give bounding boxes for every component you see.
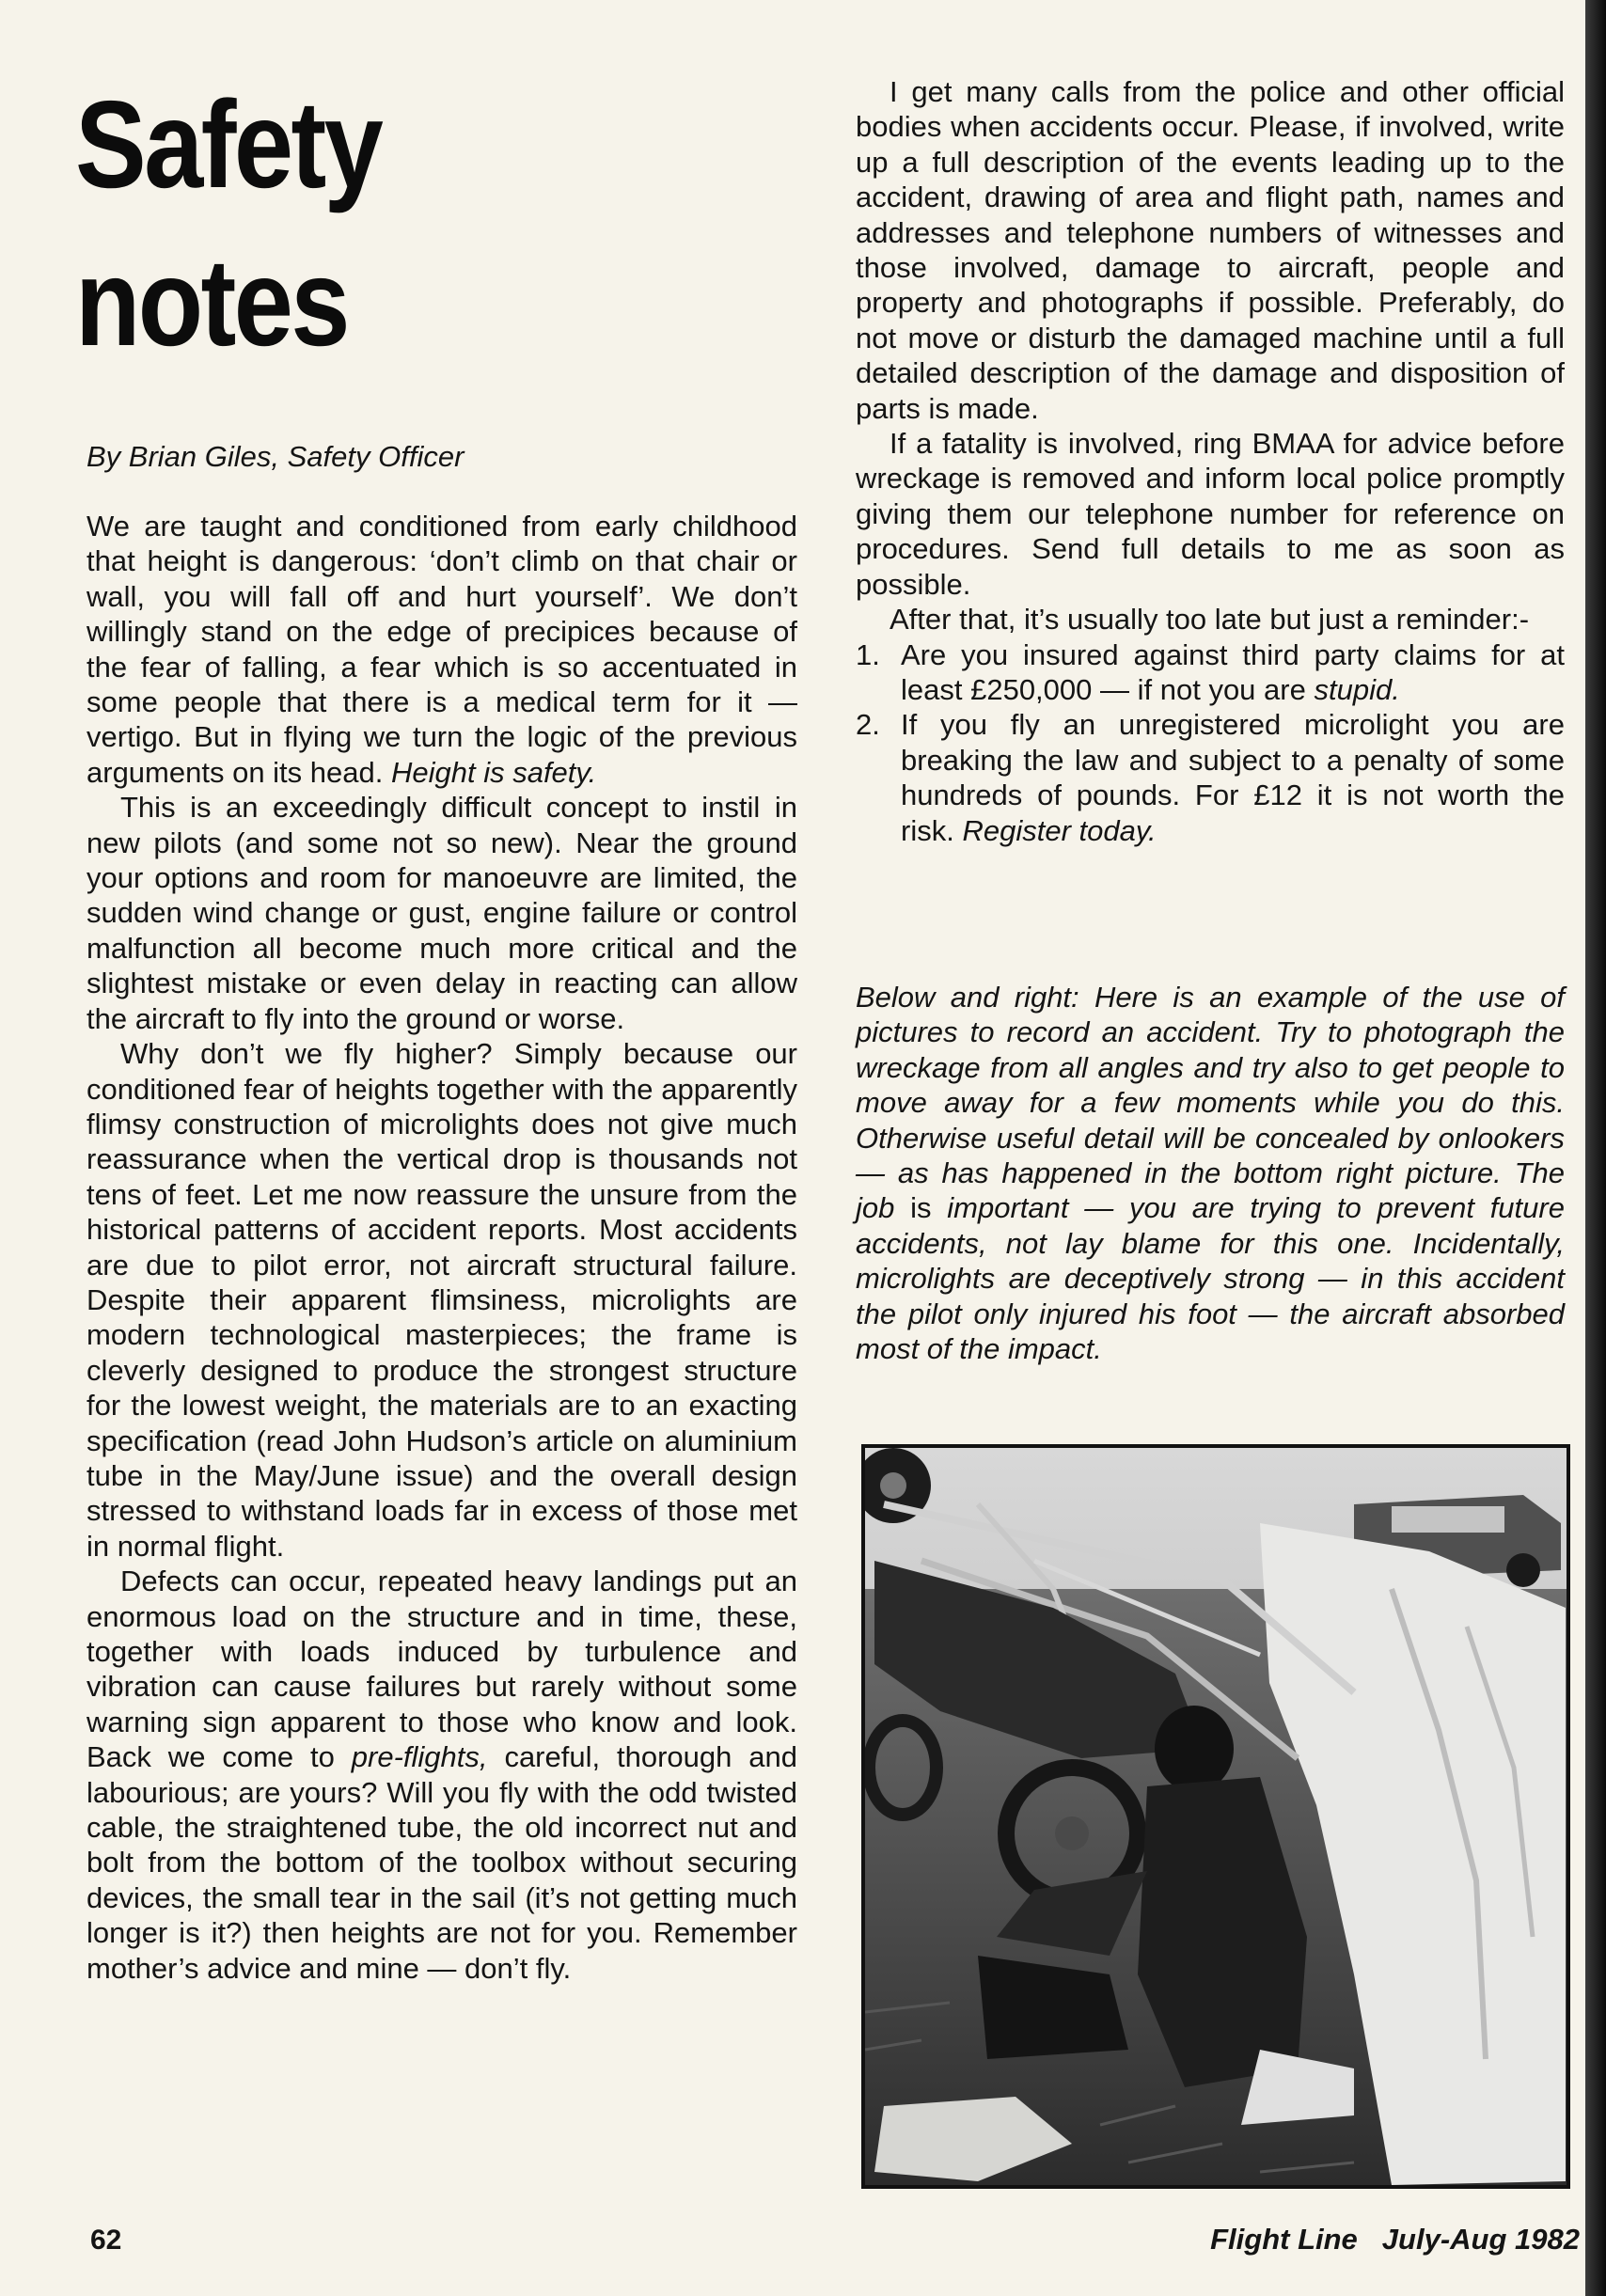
- emphasis-pre-flights: pre-flights,: [351, 1740, 488, 1774]
- paragraph: Why don’t we fly higher? Simply because our conditioned fear of heights together with the apparently flimsy construction of microlights does not give much reassurance when the vertical drop is thousands not tens of feet. Let me now reassure the unsure from the historical patterns of accident reports. Most accidents are due to pilot error, not aircraft structural failure. Despite their apparent flimsiness, microlights are modern technological masterpieces; the frame is cleverly designed to produce the strongest structure for the lowest weight, the materials are to an exacting specification (read John Hudson’s article on aluminium tube in the May/June issue) and the overall design stressed to withstand loads far in excess of those met in normal flight.: [87, 1037, 797, 1563]
- emphasis-height-is-safety: Height is safety.: [390, 755, 597, 789]
- byline: By Brian Giles, Safety Officer: [87, 440, 464, 473]
- reminder-list: [856, 637, 1565, 848]
- page-edge-shadow: [1585, 0, 1606, 2296]
- list-item: 1. Are you insured against third party claims for at least £250,000 — if not you are stupid.: [856, 637, 1565, 706]
- article-title: [75, 66, 528, 382]
- paragraph: I get many calls from the police and other official bodies when accidents occur. Please, if involved, write up a full description of the events leading up to the accident, drawing of area and flight path, names and addresses and telephone numbers of witnesses and those involved, damage to aircraft, people and property and photographs if possible. Preferably, do not move or disturb the damaged machine until a full detailed description of the damage and disposition of parts is made.: [856, 75, 1565, 425]
- publication-name: Flight Line: [1210, 2223, 1358, 2256]
- paragraph: We are taught and conditioned from early childhood that height is dangerous: ‘don’t climb on that chair or wall, you will fall off and hurt yourself’. We don’t willingly stand on the edge of precipices because of the fear of falling, a fear which is so accentuated in some people that there is a medical term for it — vertigo. But in flying we turn the logic of the previous arguments on its head. Height is safety.: [87, 510, 797, 789]
- list-emphasis: Register today.: [962, 813, 1157, 847]
- paragraph: If a fatality is involved, ring BMAA for advice before wreckage is removed and inform local police promptly giving them our telephone number for reference on procedures. Send full details to me as soon as possible.: [856, 427, 1565, 601]
- list-emphasis: stupid.: [1314, 672, 1400, 706]
- list-number: 1.: [856, 637, 880, 671]
- paragraph: Defects can occur, repeated heavy landings put an enormous load on the structure and in time, these, together with loads induced by turbulence and vibration can cause failures but rarely without some warning sign apparent to those who know and look. Back we come to pre-flights, careful, thorough and labourious; are yours? Will you fly with the odd twisted cable, the straightened tube, the old incorrect nut and bolt from the bottom of the toolbox without securing devices, the small tear in the sail (it’s not getting much longer is it?) then heights are not for you. Remember mother’s advice and mine — don’t fly.: [87, 1565, 797, 1985]
- running-footer: [1175, 2223, 1580, 2257]
- list-number: 2.: [856, 708, 880, 742]
- accident-photo-image: [865, 1448, 1567, 2185]
- paragraph: After that, it’s usually too late but just a reminder:-: [890, 603, 1530, 637]
- title-line-1: Safety: [75, 75, 382, 213]
- accident-photo: [861, 1444, 1570, 2189]
- list-item: 2. If you fly an unregistered microlight you are breaking the law and subject to a penalty of some hundreds of pounds. For £12 it is not worth the risk. Register today.: [856, 708, 1565, 847]
- right-column: [856, 74, 1565, 848]
- title-line-2: notes: [75, 233, 348, 371]
- left-column: [87, 509, 797, 1986]
- photo-caption: Below and right: Here is an example of the use of pictures to record an accident. Try to photograph the wreckage from all angles and try also to get people to move away for a few moments while you do this. Otherwise useful detail will be concealed by onlookers — as has happened in the bottom right picture. The job is important — you are trying to prevent future accidents, not lay blame for this one. Incidentally, microlights are deceptively strong — in this accident the pilot only injured his foot — the aircraft absorbed most of the impact.: [856, 981, 1565, 1366]
- paragraph: This is an exceedingly difficult concept to instil in new pilots (and some not so new). Near the ground your options and room for manoeuvre are limited, the sudden wind change or gust, engine failure or control malfunction all become much more critical and the slightest mistake or even delay in reacting can allow the aircraft to fly into the ground or worse.: [87, 791, 797, 1035]
- issue-date: July-Aug 1982: [1381, 2223, 1580, 2256]
- page-number: 62: [90, 2225, 122, 2256]
